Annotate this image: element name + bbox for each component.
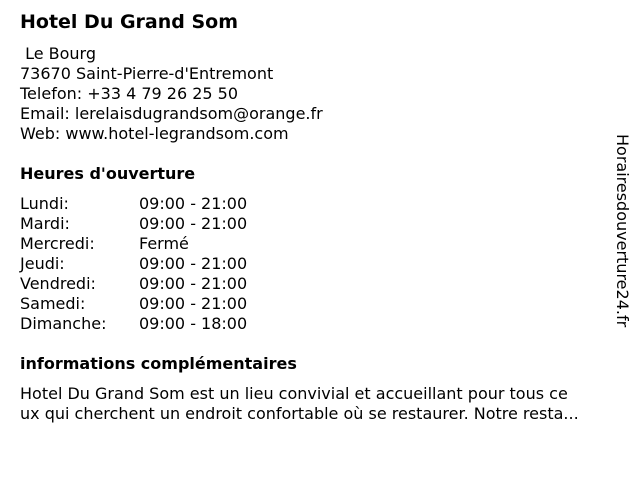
day-label: Vendredi: xyxy=(20,274,96,293)
description-line: Hotel Du Grand Som est un lieu convivial et accueillant pour tous ce xyxy=(20,384,568,403)
description-text xyxy=(20,384,630,424)
additional-info-heading: informations complémentaires xyxy=(20,354,297,373)
day-label: Mardi: xyxy=(20,214,70,233)
hours-row-friday xyxy=(20,274,280,294)
day-label: Lundi: xyxy=(20,194,69,213)
opening-hours-table xyxy=(20,194,280,334)
time-value: 09:00 - 21:00 xyxy=(139,194,248,213)
time-value: 09:00 - 21:00 xyxy=(139,214,248,233)
address-city: 73670 Saint-Pierre-d'Entremont xyxy=(20,64,274,83)
hours-row-thursday xyxy=(20,254,280,274)
day-label: Jeudi: xyxy=(20,254,65,273)
contact-block xyxy=(20,44,323,144)
phone-text: Telefon: +33 4 79 26 25 50 xyxy=(20,84,239,103)
hours-row-sunday xyxy=(20,314,280,334)
time-value: 09:00 - 21:00 xyxy=(139,294,248,313)
site-watermark: Horairesdouverture24.fr xyxy=(613,134,632,328)
time-value: 09:00 - 18:00 xyxy=(139,314,248,333)
description-line: ux qui cherchent un endroit confortable où se restaurer. Notre resta... xyxy=(20,404,579,423)
day-label: Samedi: xyxy=(20,294,86,313)
day-label: Mercredi: xyxy=(20,234,95,253)
hotel-name: Hotel Du Grand Som xyxy=(20,11,239,33)
hours-row-monday xyxy=(20,194,280,214)
address-street: Le Bourg xyxy=(20,44,97,63)
opening-hours-heading: Heures d'ouverture xyxy=(20,164,196,183)
day-label: Dimanche: xyxy=(20,314,107,333)
hours-row-tuesday xyxy=(20,214,280,234)
time-value: 09:00 - 21:00 xyxy=(139,254,248,273)
email-text: Email: lerelaisdugrandsom@orange.fr xyxy=(20,104,323,123)
time-value: 09:00 - 21:00 xyxy=(139,274,248,293)
hours-row-saturday xyxy=(20,294,280,314)
hours-row-wednesday xyxy=(20,234,280,254)
time-value: Fermé xyxy=(139,234,189,253)
website-text: Web: www.hotel-legrandsom.com xyxy=(20,124,289,143)
